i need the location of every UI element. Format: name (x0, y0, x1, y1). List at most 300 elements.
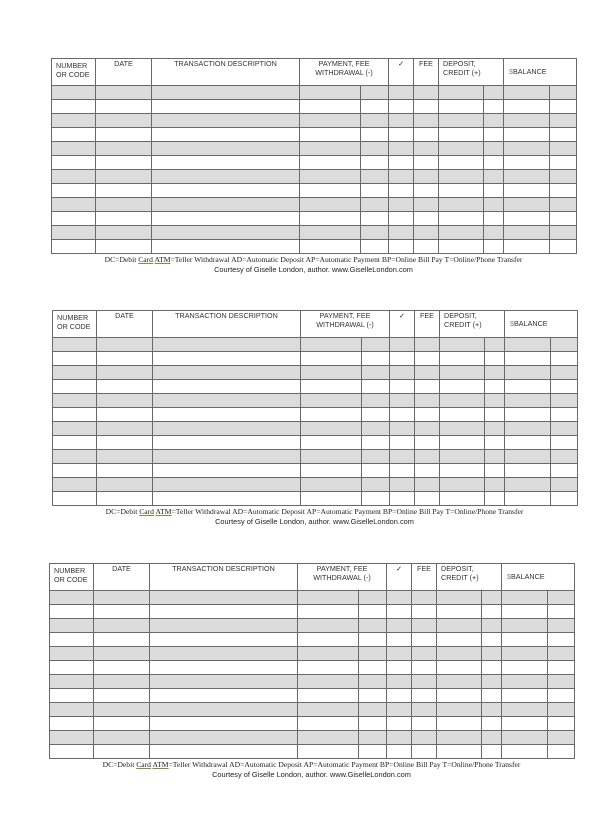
ledger-cell[interactable] (389, 128, 414, 142)
ledger-cell[interactable] (97, 366, 153, 380)
ledger-cell[interactable] (484, 142, 504, 156)
ledger-cell[interactable] (437, 689, 482, 703)
ledger-cell[interactable] (153, 450, 301, 464)
ledger-cell[interactable] (362, 422, 390, 436)
ledger-cell[interactable] (52, 170, 96, 184)
ledger-cell[interactable] (298, 731, 359, 745)
ledger-row[interactable] (53, 450, 578, 464)
ledger-cell[interactable] (298, 647, 359, 661)
ledger-cell[interactable] (414, 240, 439, 254)
ledger-cell[interactable] (94, 717, 150, 731)
ledger-cell[interactable] (387, 689, 412, 703)
ledger-cell[interactable] (440, 492, 485, 506)
ledger-cell[interactable] (387, 731, 412, 745)
ledger-row[interactable] (52, 156, 577, 170)
ledger-cell[interactable] (482, 717, 502, 731)
ledger-cell[interactable] (53, 436, 97, 450)
ledger-cell[interactable] (412, 745, 437, 759)
ledger-cell[interactable] (362, 338, 390, 352)
ledger-cell[interactable] (97, 380, 153, 394)
ledger-cell[interactable] (502, 731, 548, 745)
ledger-row[interactable] (52, 240, 577, 254)
ledger-cell[interactable] (439, 170, 484, 184)
ledger-cell[interactable] (440, 394, 485, 408)
ledger-cell[interactable] (97, 338, 153, 352)
ledger-cell[interactable] (551, 380, 578, 394)
ledger-cell[interactable] (150, 605, 298, 619)
ledger-cell[interactable] (97, 408, 153, 422)
ledger-cell[interactable] (50, 745, 94, 759)
ledger-cell[interactable] (484, 86, 504, 100)
ledger-cell[interactable] (437, 703, 482, 717)
ledger-cell[interactable] (298, 591, 359, 605)
ledger-cell[interactable] (484, 170, 504, 184)
ledger-cell[interactable] (437, 619, 482, 633)
ledger-row[interactable] (50, 731, 575, 745)
ledger-cell[interactable] (96, 170, 152, 184)
ledger-cell[interactable] (485, 450, 505, 464)
ledger-cell[interactable] (53, 366, 97, 380)
ledger-cell[interactable] (53, 464, 97, 478)
ledger-row[interactable] (50, 675, 575, 689)
ledger-row[interactable] (53, 380, 578, 394)
ledger-cell[interactable] (437, 675, 482, 689)
ledger-cell[interactable] (152, 212, 300, 226)
ledger-cell[interactable] (301, 408, 362, 422)
ledger-cell[interactable] (414, 142, 439, 156)
ledger-cell[interactable] (94, 689, 150, 703)
ledger-cell[interactable] (390, 380, 415, 394)
ledger-cell[interactable] (412, 591, 437, 605)
ledger-cell[interactable] (550, 128, 577, 142)
ledger-cell[interactable] (96, 100, 152, 114)
ledger-cell[interactable] (550, 142, 577, 156)
ledger-cell[interactable] (504, 170, 550, 184)
ledger-cell[interactable] (502, 633, 548, 647)
ledger-cell[interactable] (96, 86, 152, 100)
ledger-cell[interactable] (505, 394, 551, 408)
ledger-cell[interactable] (415, 436, 440, 450)
ledger-cell[interactable] (437, 633, 482, 647)
ledger-cell[interactable] (505, 478, 551, 492)
ledger-cell[interactable] (415, 338, 440, 352)
ledger-row[interactable] (52, 142, 577, 156)
ledger-cell[interactable] (301, 492, 362, 506)
ledger-cell[interactable] (504, 226, 550, 240)
ledger-cell[interactable] (153, 380, 301, 394)
ledger-cell[interactable] (301, 338, 362, 352)
ledger-cell[interactable] (414, 170, 439, 184)
ledger-cell[interactable] (551, 436, 578, 450)
ledger-cell[interactable] (414, 198, 439, 212)
ledger-cell[interactable] (387, 675, 412, 689)
ledger-cell[interactable] (548, 717, 575, 731)
ledger-cell[interactable] (94, 731, 150, 745)
ledger-cell[interactable] (150, 619, 298, 633)
ledger-cell[interactable] (94, 605, 150, 619)
ledger-cell[interactable] (548, 703, 575, 717)
ledger-cell[interactable] (97, 478, 153, 492)
ledger-cell[interactable] (390, 422, 415, 436)
ledger-cell[interactable] (484, 226, 504, 240)
ledger-cell[interactable] (94, 675, 150, 689)
ledger-cell[interactable] (439, 142, 484, 156)
ledger-cell[interactable] (437, 745, 482, 759)
ledger-cell[interactable] (504, 198, 550, 212)
ledger-cell[interactable] (150, 717, 298, 731)
ledger-cell[interactable] (359, 703, 387, 717)
ledger-cell[interactable] (97, 464, 153, 478)
ledger-cell[interactable] (152, 142, 300, 156)
ledger-row[interactable] (52, 184, 577, 198)
ledger-cell[interactable] (96, 212, 152, 226)
ledger-cell[interactable] (415, 394, 440, 408)
ledger-cell[interactable] (153, 464, 301, 478)
ledger-cell[interactable] (439, 226, 484, 240)
ledger-cell[interactable] (52, 198, 96, 212)
ledger-row[interactable] (53, 422, 578, 436)
ledger-cell[interactable] (359, 745, 387, 759)
ledger-cell[interactable] (50, 703, 94, 717)
ledger-cell[interactable] (390, 338, 415, 352)
ledger-cell[interactable] (298, 745, 359, 759)
ledger-cell[interactable] (440, 338, 485, 352)
ledger-cell[interactable] (96, 226, 152, 240)
ledger-row[interactable] (53, 492, 578, 506)
ledger-cell[interactable] (551, 478, 578, 492)
ledger-cell[interactable] (550, 156, 577, 170)
ledger-cell[interactable] (548, 689, 575, 703)
ledger-cell[interactable] (415, 408, 440, 422)
ledger-cell[interactable] (389, 226, 414, 240)
ledger-cell[interactable] (361, 226, 389, 240)
ledger-cell[interactable] (550, 184, 577, 198)
ledger-cell[interactable] (414, 100, 439, 114)
ledger-cell[interactable] (50, 619, 94, 633)
ledger-cell[interactable] (482, 661, 502, 675)
ledger-row[interactable] (50, 717, 575, 731)
ledger-cell[interactable] (298, 661, 359, 675)
ledger-cell[interactable] (504, 128, 550, 142)
ledger-cell[interactable] (53, 338, 97, 352)
ledger-cell[interactable] (389, 100, 414, 114)
ledger-cell[interactable] (359, 633, 387, 647)
ledger-cell[interactable] (412, 717, 437, 731)
ledger-cell[interactable] (53, 422, 97, 436)
ledger-cell[interactable] (505, 408, 551, 422)
ledger-cell[interactable] (152, 114, 300, 128)
ledger-cell[interactable] (412, 661, 437, 675)
ledger-cell[interactable] (551, 338, 578, 352)
ledger-cell[interactable] (387, 619, 412, 633)
ledger-cell[interactable] (53, 394, 97, 408)
ledger-cell[interactable] (390, 408, 415, 422)
ledger-cell[interactable] (390, 394, 415, 408)
ledger-cell[interactable] (53, 352, 97, 366)
ledger-row[interactable] (50, 619, 575, 633)
ledger-cell[interactable] (53, 478, 97, 492)
ledger-cell[interactable] (485, 408, 505, 422)
ledger-row[interactable] (50, 647, 575, 661)
ledger-cell[interactable] (94, 745, 150, 759)
ledger-cell[interactable] (94, 703, 150, 717)
ledger-cell[interactable] (484, 240, 504, 254)
ledger-cell[interactable] (52, 240, 96, 254)
ledger-cell[interactable] (439, 156, 484, 170)
ledger-cell[interactable] (440, 408, 485, 422)
ledger-cell[interactable] (362, 408, 390, 422)
ledger-cell[interactable] (361, 212, 389, 226)
ledger-cell[interactable] (300, 240, 361, 254)
ledger-cell[interactable] (389, 198, 414, 212)
ledger-cell[interactable] (439, 240, 484, 254)
ledger-cell[interactable] (389, 142, 414, 156)
ledger-cell[interactable] (152, 100, 300, 114)
ledger-cell[interactable] (439, 198, 484, 212)
ledger-cell[interactable] (298, 605, 359, 619)
ledger-cell[interactable] (482, 605, 502, 619)
ledger-cell[interactable] (94, 661, 150, 675)
ledger-cell[interactable] (300, 142, 361, 156)
ledger-cell[interactable] (359, 605, 387, 619)
ledger-cell[interactable] (359, 591, 387, 605)
ledger-cell[interactable] (482, 619, 502, 633)
ledger-cell[interactable] (301, 366, 362, 380)
ledger-cell[interactable] (550, 170, 577, 184)
ledger-cell[interactable] (389, 86, 414, 100)
ledger-row[interactable] (53, 408, 578, 422)
ledger-cell[interactable] (153, 394, 301, 408)
ledger-row[interactable] (52, 212, 577, 226)
ledger-cell[interactable] (300, 226, 361, 240)
ledger-cell[interactable] (504, 114, 550, 128)
ledger-cell[interactable] (414, 114, 439, 128)
ledger-row[interactable] (53, 352, 578, 366)
ledger-cell[interactable] (485, 436, 505, 450)
ledger-cell[interactable] (300, 156, 361, 170)
ledger-cell[interactable] (484, 100, 504, 114)
ledger-cell[interactable] (50, 605, 94, 619)
ledger-cell[interactable] (153, 338, 301, 352)
ledger-cell[interactable] (440, 450, 485, 464)
ledger-cell[interactable] (505, 380, 551, 394)
ledger-cell[interactable] (439, 212, 484, 226)
ledger-cell[interactable] (301, 380, 362, 394)
ledger-cell[interactable] (414, 226, 439, 240)
ledger-cell[interactable] (387, 661, 412, 675)
ledger-cell[interactable] (548, 731, 575, 745)
ledger-cell[interactable] (300, 212, 361, 226)
ledger-cell[interactable] (390, 436, 415, 450)
ledger-cell[interactable] (50, 689, 94, 703)
ledger-cell[interactable] (415, 492, 440, 506)
ledger-cell[interactable] (437, 605, 482, 619)
ledger-cell[interactable] (361, 100, 389, 114)
ledger-cell[interactable] (440, 366, 485, 380)
ledger-cell[interactable] (301, 422, 362, 436)
ledger-cell[interactable] (502, 717, 548, 731)
ledger-cell[interactable] (97, 492, 153, 506)
ledger-row[interactable] (53, 338, 578, 352)
ledger-cell[interactable] (153, 492, 301, 506)
ledger-cell[interactable] (361, 128, 389, 142)
ledger-row[interactable] (52, 170, 577, 184)
ledger-cell[interactable] (389, 184, 414, 198)
ledger-cell[interactable] (298, 619, 359, 633)
ledger-cell[interactable] (412, 731, 437, 745)
ledger-cell[interactable] (301, 464, 362, 478)
ledger-cell[interactable] (362, 436, 390, 450)
ledger-cell[interactable] (298, 717, 359, 731)
ledger-cell[interactable] (389, 114, 414, 128)
ledger-row[interactable] (53, 464, 578, 478)
ledger-cell[interactable] (150, 675, 298, 689)
ledger-cell[interactable] (482, 591, 502, 605)
ledger-cell[interactable] (412, 633, 437, 647)
ledger-cell[interactable] (551, 450, 578, 464)
ledger-cell[interactable] (97, 450, 153, 464)
ledger-cell[interactable] (96, 184, 152, 198)
ledger-cell[interactable] (362, 394, 390, 408)
ledger-cell[interactable] (298, 703, 359, 717)
ledger-cell[interactable] (550, 240, 577, 254)
ledger-cell[interactable] (150, 647, 298, 661)
ledger-cell[interactable] (152, 240, 300, 254)
ledger-cell[interactable] (390, 492, 415, 506)
ledger-cell[interactable] (361, 114, 389, 128)
ledger-cell[interactable] (153, 422, 301, 436)
ledger-cell[interactable] (387, 745, 412, 759)
ledger-cell[interactable] (52, 184, 96, 198)
ledger-row[interactable] (52, 128, 577, 142)
ledger-cell[interactable] (361, 86, 389, 100)
ledger-cell[interactable] (96, 142, 152, 156)
ledger-cell[interactable] (301, 478, 362, 492)
ledger-cell[interactable] (300, 86, 361, 100)
ledger-cell[interactable] (301, 394, 362, 408)
ledger-cell[interactable] (412, 605, 437, 619)
ledger-cell[interactable] (440, 478, 485, 492)
ledger-cell[interactable] (362, 352, 390, 366)
ledger-cell[interactable] (550, 226, 577, 240)
ledger-cell[interactable] (300, 128, 361, 142)
ledger-cell[interactable] (298, 675, 359, 689)
ledger-cell[interactable] (361, 142, 389, 156)
ledger-cell[interactable] (551, 422, 578, 436)
ledger-cell[interactable] (96, 128, 152, 142)
ledger-cell[interactable] (52, 226, 96, 240)
ledger-cell[interactable] (361, 240, 389, 254)
ledger-cell[interactable] (361, 198, 389, 212)
ledger-cell[interactable] (359, 717, 387, 731)
ledger-cell[interactable] (437, 591, 482, 605)
ledger-cell[interactable] (551, 394, 578, 408)
ledger-cell[interactable] (440, 380, 485, 394)
ledger-cell[interactable] (439, 128, 484, 142)
ledger-cell[interactable] (502, 689, 548, 703)
ledger-cell[interactable] (153, 366, 301, 380)
ledger-cell[interactable] (412, 689, 437, 703)
ledger-cell[interactable] (504, 86, 550, 100)
ledger-cell[interactable] (482, 633, 502, 647)
ledger-cell[interactable] (387, 605, 412, 619)
ledger-cell[interactable] (359, 619, 387, 633)
ledger-cell[interactable] (440, 352, 485, 366)
ledger-cell[interactable] (52, 142, 96, 156)
ledger-cell[interactable] (505, 422, 551, 436)
ledger-cell[interactable] (548, 633, 575, 647)
ledger-cell[interactable] (414, 156, 439, 170)
ledger-cell[interactable] (97, 394, 153, 408)
ledger-cell[interactable] (485, 394, 505, 408)
ledger-cell[interactable] (150, 689, 298, 703)
ledger-cell[interactable] (548, 619, 575, 633)
ledger-cell[interactable] (415, 422, 440, 436)
ledger-cell[interactable] (505, 366, 551, 380)
ledger-cell[interactable] (152, 128, 300, 142)
ledger-cell[interactable] (550, 86, 577, 100)
ledger-cell[interactable] (150, 745, 298, 759)
ledger-cell[interactable] (415, 478, 440, 492)
ledger-cell[interactable] (502, 619, 548, 633)
ledger-cell[interactable] (548, 661, 575, 675)
ledger-cell[interactable] (414, 86, 439, 100)
ledger-cell[interactable] (97, 352, 153, 366)
ledger-cell[interactable] (482, 647, 502, 661)
ledger-row[interactable] (52, 226, 577, 240)
ledger-cell[interactable] (300, 114, 361, 128)
ledger-row[interactable] (50, 703, 575, 717)
ledger-cell[interactable] (440, 422, 485, 436)
ledger-cell[interactable] (484, 156, 504, 170)
ledger-cell[interactable] (482, 731, 502, 745)
ledger-row[interactable] (50, 633, 575, 647)
ledger-cell[interactable] (482, 689, 502, 703)
ledger-cell[interactable] (300, 100, 361, 114)
ledger-cell[interactable] (484, 198, 504, 212)
ledger-cell[interactable] (437, 717, 482, 731)
ledger-cell[interactable] (484, 184, 504, 198)
ledger-cell[interactable] (301, 352, 362, 366)
ledger-cell[interactable] (301, 436, 362, 450)
ledger-cell[interactable] (387, 647, 412, 661)
ledger-cell[interactable] (50, 717, 94, 731)
ledger-cell[interactable] (152, 156, 300, 170)
ledger-cell[interactable] (412, 675, 437, 689)
ledger-cell[interactable] (387, 633, 412, 647)
ledger-cell[interactable] (439, 114, 484, 128)
ledger-cell[interactable] (150, 633, 298, 647)
ledger-cell[interactable] (300, 198, 361, 212)
ledger-cell[interactable] (482, 703, 502, 717)
ledger-cell[interactable] (414, 128, 439, 142)
ledger-cell[interactable] (362, 380, 390, 394)
ledger-cell[interactable] (440, 436, 485, 450)
ledger-cell[interactable] (152, 184, 300, 198)
ledger-cell[interactable] (300, 184, 361, 198)
ledger-cell[interactable] (551, 408, 578, 422)
ledger-cell[interactable] (362, 450, 390, 464)
ledger-cell[interactable] (551, 352, 578, 366)
ledger-cell[interactable] (482, 745, 502, 759)
ledger-cell[interactable] (50, 633, 94, 647)
ledger-cell[interactable] (505, 464, 551, 478)
ledger-cell[interactable] (50, 591, 94, 605)
ledger-row[interactable] (50, 689, 575, 703)
ledger-cell[interactable] (414, 184, 439, 198)
ledger-cell[interactable] (437, 647, 482, 661)
ledger-cell[interactable] (415, 450, 440, 464)
